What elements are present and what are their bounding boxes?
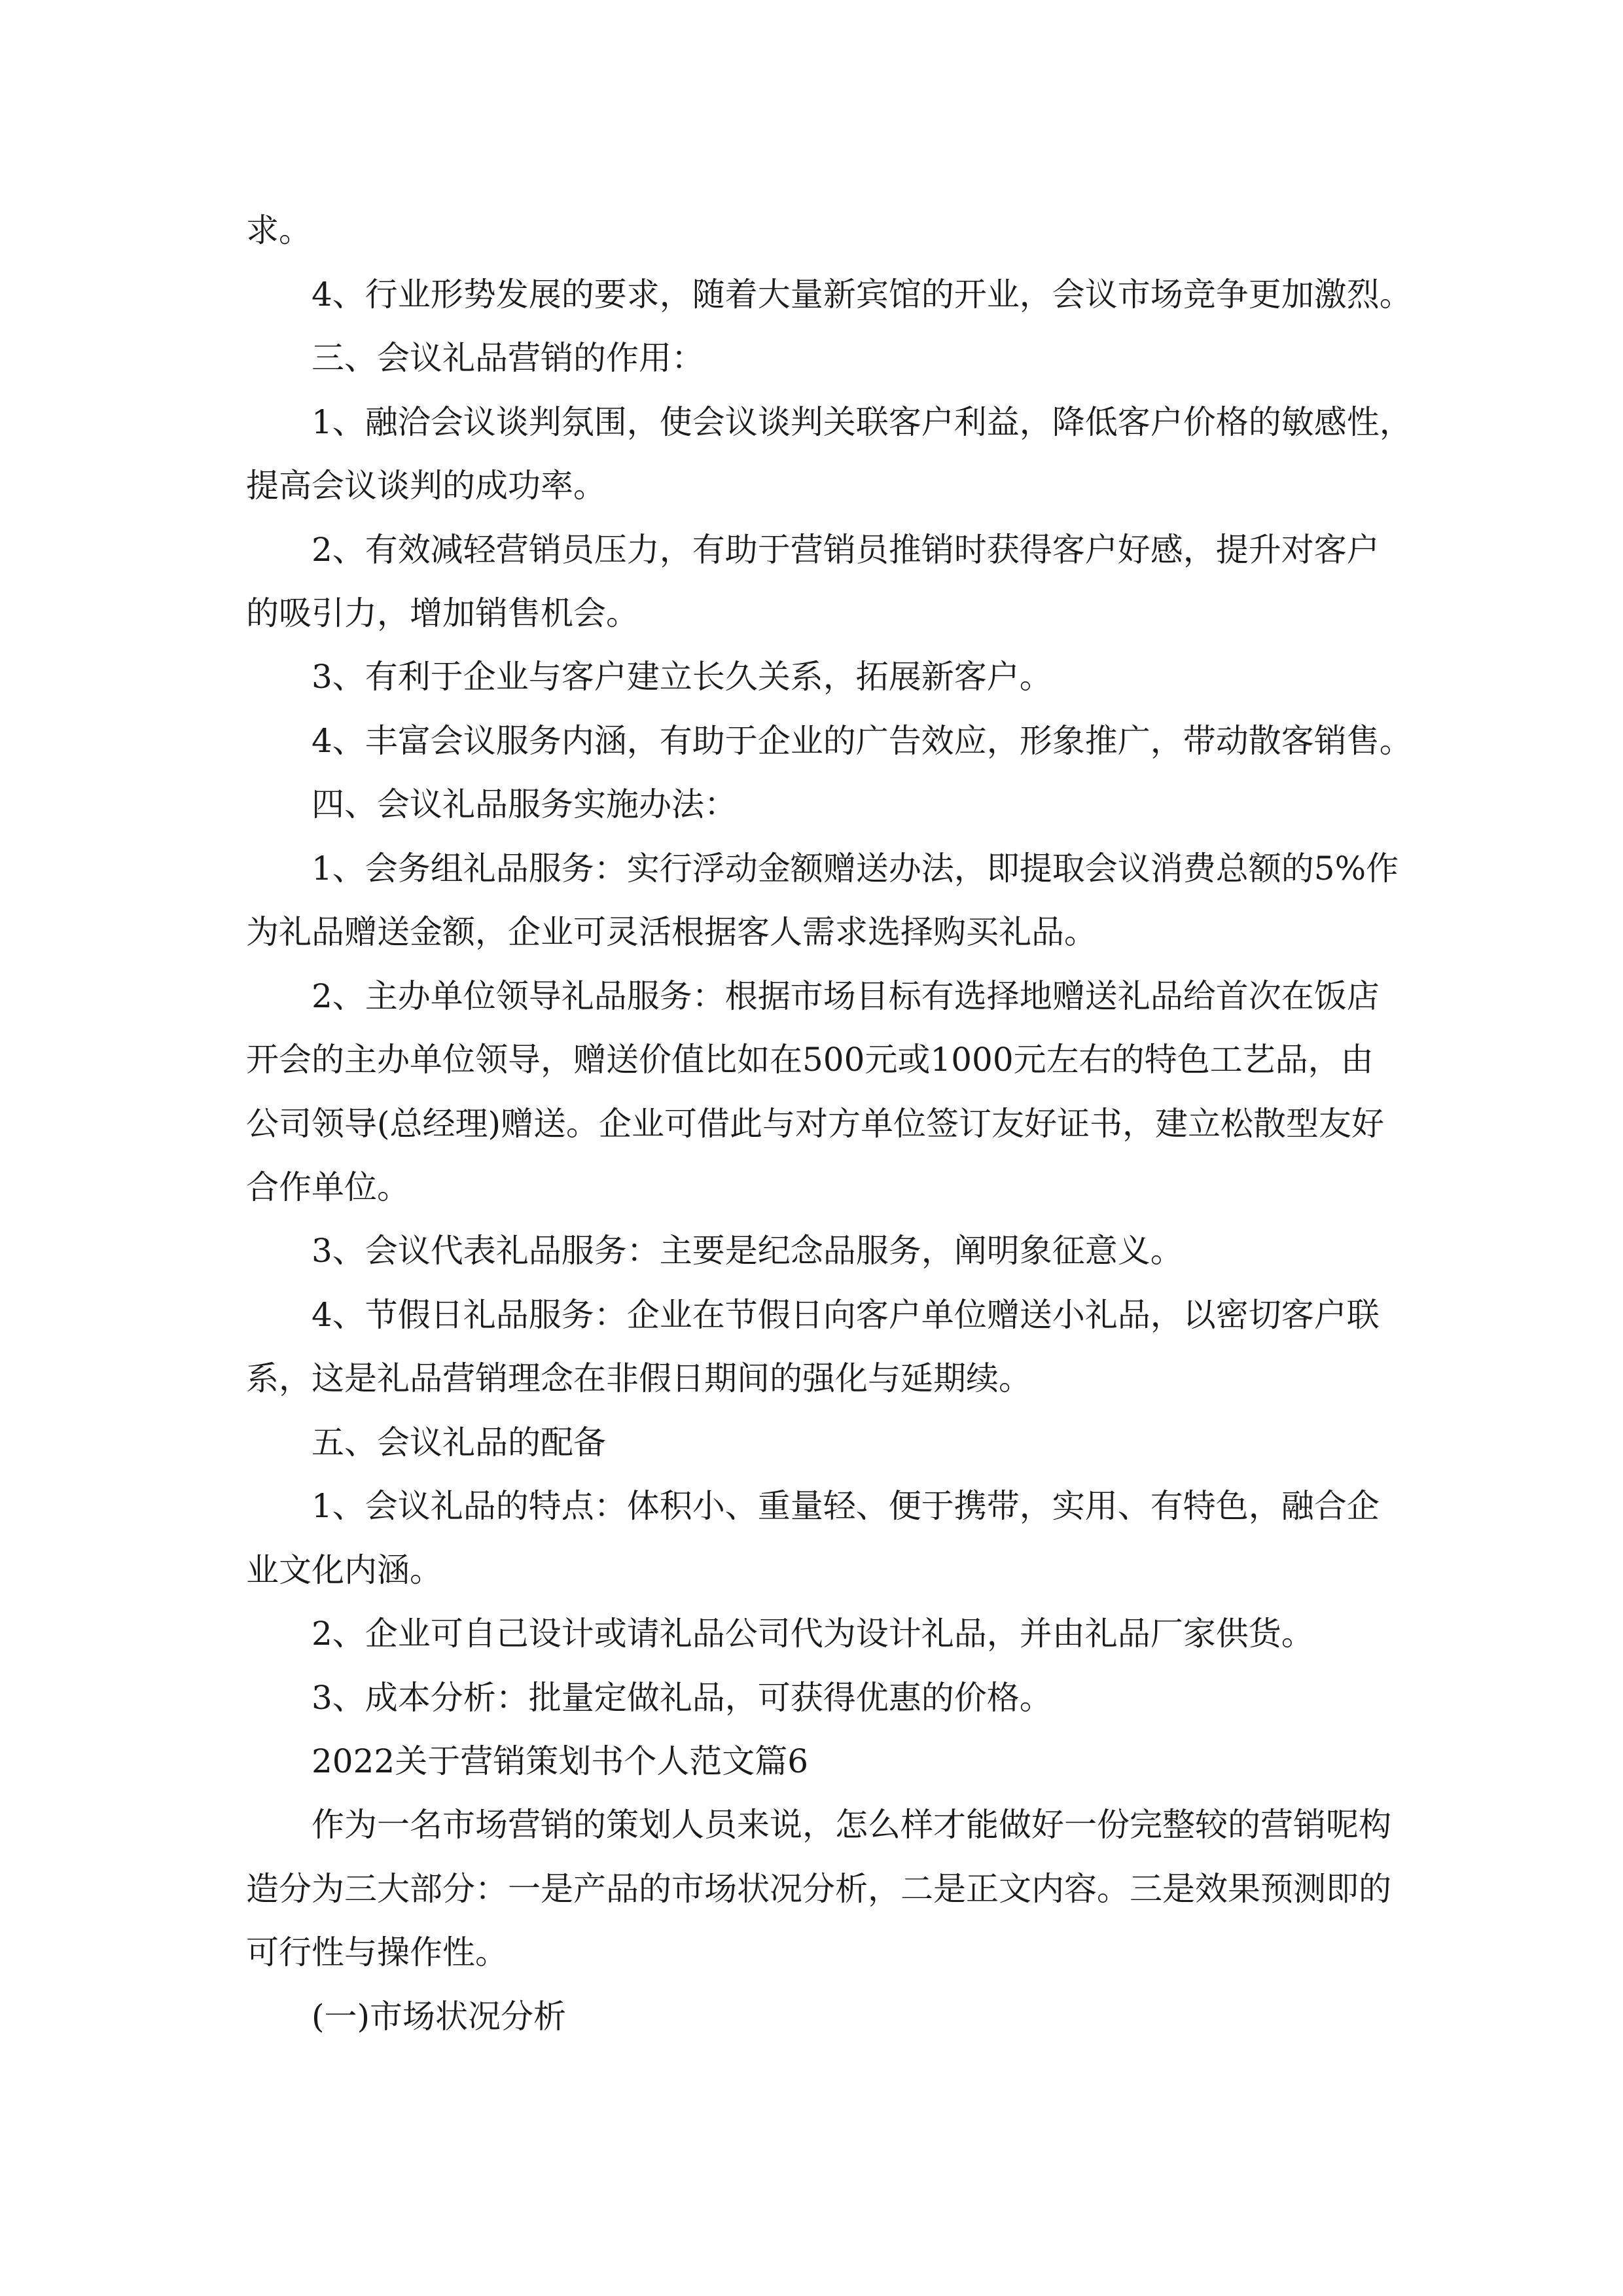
paragraph-line: 4、行业形势发展的要求，随着大量新宾馆的开业，会议市场竞争更加激烈。 [312, 276, 1412, 314]
paragraph-line: 3、会议代表礼品服务：主要是纪念品服务，阐明象征意义。 [312, 1232, 1183, 1270]
section-heading: 四、会议礼品服务实施办法： [312, 785, 737, 823]
paragraph-line: 1、融洽会议谈判氛围，使会议谈判关联客户利益，降低客户价格的敏感性， [312, 403, 1412, 441]
paragraph-line: 可行性与操作性。 [246, 1933, 508, 1971]
section-heading: 五、会议礼品的配备 [312, 1424, 606, 1462]
paragraph-line: 2、有效减轻营销员压力，有助于营销员推销时获得客户好感，提升对客户 [312, 531, 1380, 569]
paragraph-line: 为礼品赠送金额，企业可灵活根据客人需求选择购买礼品。 [246, 913, 1097, 951]
paragraph-line: 作为一名市场营销的策划人员来说，怎么样才能做好一份完整较的营销呢构 [312, 1806, 1391, 1844]
paragraph-line: 1、会务组礼品服务：实行浮动金额赠送办法，即提取会议消费总额的5%作 [312, 850, 1399, 888]
paragraph-line: 1、会议礼品的特点：体积小、重量轻、便于携带，实用、有特色，融合企 [312, 1487, 1380, 1525]
paragraph-line: 提高会议谈判的成功率。 [246, 467, 606, 505]
section-heading: (一)市场状况分析 [312, 1998, 567, 2036]
paragraph-line: 4、节假日礼品服务：企业在节假日向客户单位赠送小礼品，以密切客户联 [312, 1296, 1380, 1334]
paragraph-line: 3、有利于企业与客户建立长久关系，拓展新客户。 [312, 658, 1052, 696]
paragraph-line: 2、企业可自己设计或请礼品公司代为设计礼品，并由礼品厂家供货。 [312, 1615, 1314, 1653]
paragraph-line: 开会的主办单位领导，赠送价值比如在500元或1000元左右的特色工艺品，由 [246, 1041, 1374, 1079]
article-title: 2022关于营销策划书个人范文篇6 [312, 1742, 809, 1780]
paragraph-line: 4、丰富会议服务内涵，有助于企业的广告效应，形象推广，带动散客销售。 [312, 722, 1412, 760]
section-heading: 三、会议礼品营销的作用： [312, 339, 704, 377]
paragraph-line: 的吸引力，增加销售机会。 [246, 594, 639, 632]
paragraph-line: 求。 [246, 211, 312, 249]
paragraph-line: 3、成本分析：批量定做礼品，可获得优惠的价格。 [312, 1679, 1052, 1717]
paragraph-line: 造分为三大部分：一是产品的市场状况分析，二是正文内容。三是效果预测即的 [246, 1870, 1391, 1908]
paragraph-line: 2、主办单位领导礼品服务：根据市场目标有选择地赠送礼品给首次在饭店 [312, 977, 1380, 1015]
paragraph-line: 公司领导(总经理)赠送。企业可借此与对方单位签订友好证书，建立松散型友好 [246, 1105, 1385, 1143]
paragraph-line: 系，这是礼品营销理念在非假日期间的强化与延期续。 [246, 1359, 1031, 1397]
paragraph-line: 业文化内涵。 [246, 1551, 442, 1589]
paragraph-line: 合作单位。 [246, 1168, 410, 1206]
